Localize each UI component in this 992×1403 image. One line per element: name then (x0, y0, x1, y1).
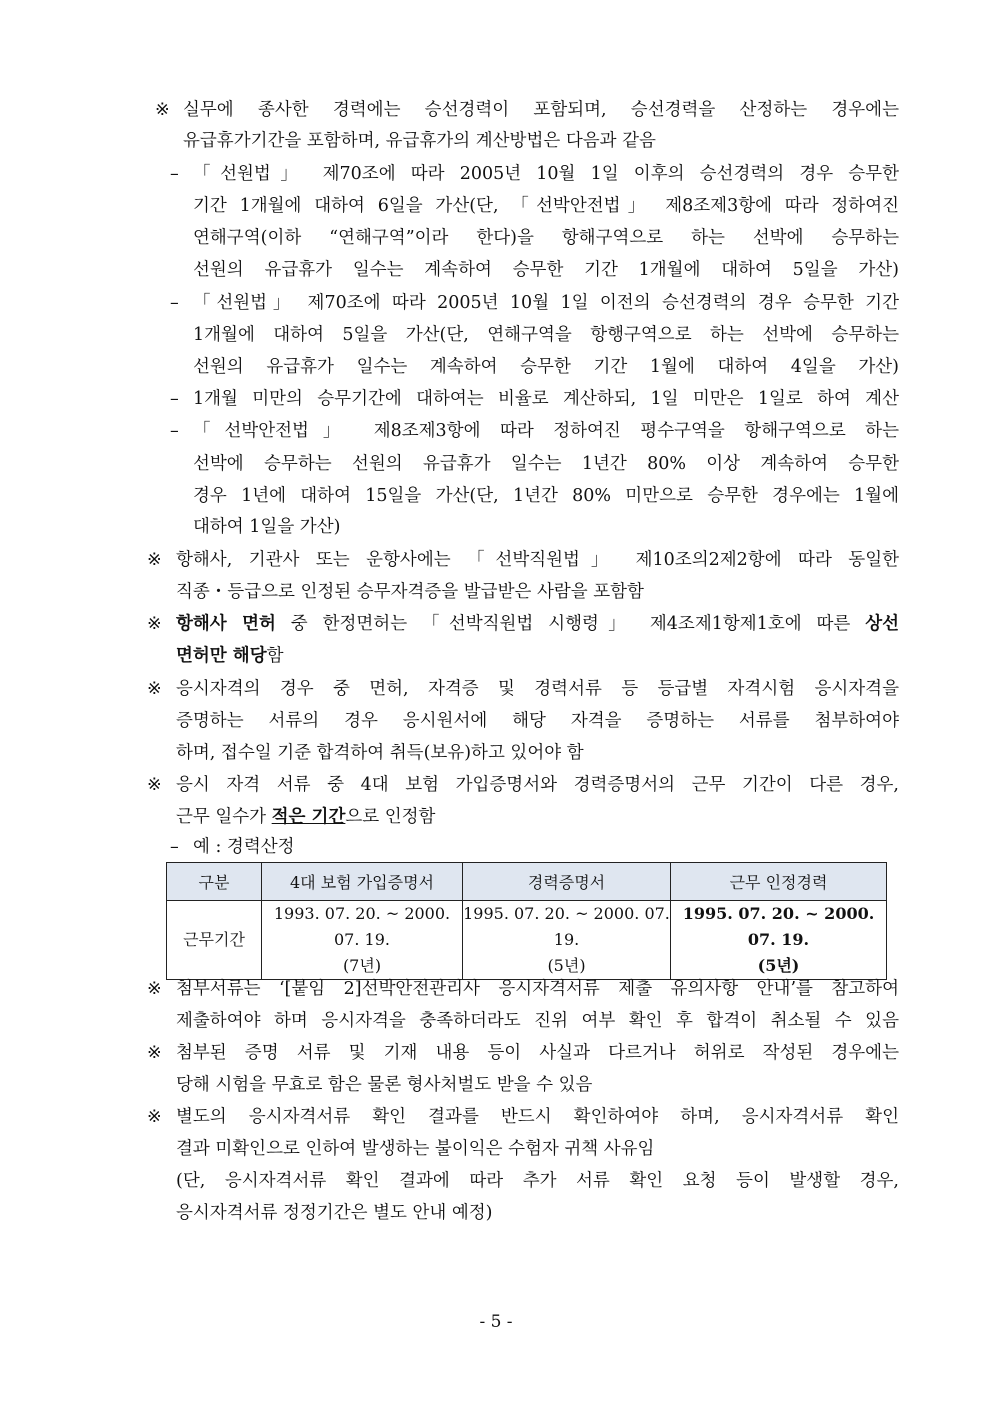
page-number: - 5 - (479, 1312, 513, 1332)
dash-4-line-4: 대하여 1일을 가산) (193, 517, 341, 537)
note-3-text: 함 (266, 646, 284, 666)
note-7-line-2: 당해 시험을 무효로 함은 물론 형사처벌도 받을 수 있음 (176, 1075, 593, 1095)
table-header: 구분 (167, 863, 262, 901)
years-text: (5년) (757, 956, 800, 975)
dash-1-line-2: 기간 1개월에 대하여 6일을 가산(단, 「선박안전법」 제8조제3항에 따라 정하여진 (193, 196, 899, 216)
note-mark: ※ (147, 679, 162, 699)
note-6-line-1: 첨부서류는 ‘[붙임 2]선박안전관리사 응시자격서류 제출 유의사항 안내’를 참고하여 (176, 979, 899, 999)
note-4-line-1: 응시자격의 경우 중 면허, 자격증 및 경력서류 등 등급별 자격시험 응시자격을 (176, 679, 899, 699)
dash-mark: – (170, 421, 179, 441)
note-2-line-2: 직종・등급으로 인정된 승무자격증을 발급받은 사람을 포함함 (176, 582, 644, 602)
dash-1-line-3: 연해구역(이하 “연해구역”이라 한다)을 항해구역으로 하는 선박에 승무하는 (193, 228, 899, 248)
note-1-line-1: 실무에 종사한 경력에는 승선경력이 포함되며, 승선경력을 산정하는 경우에는 (183, 100, 899, 120)
dash-mark: – (170, 164, 179, 184)
table-cell (671, 901, 887, 980)
dash-mark: – (170, 293, 179, 313)
note-mark: ※ (147, 1043, 162, 1063)
dash-4-line-3: 경우 1년에 대하여 15일을 가산(단, 1년간 80% 미만으로 승무한 경우에는 1월에 (193, 486, 899, 506)
table-header-row (167, 863, 887, 901)
career-calculation-table (166, 862, 887, 980)
note-mark: ※ (147, 1107, 162, 1127)
note-4-line-3: 하며, 접수일 기준 합격하여 취득(보유)하고 있어야 함 (176, 743, 584, 763)
dash-4-line-2: 선박에 승무하는 선원의 유급휴가 일수는 1년간 80% 이상 계속하여 승무한 (193, 454, 899, 474)
table-cell-label: 근무기간 (167, 901, 262, 980)
note-5-line-1: 응시 자격 서류 중 4대 보험 가입증명서와 경력증명서의 근무 기간이 다른 경우, (176, 775, 899, 795)
note-1-line-2: 유급휴가기간을 포함하며, 유급휴가의 계산방법은 다음과 같음 (183, 131, 656, 151)
note-8-line-3: (단, 응시자격서류 확인 결과에 따라 추가 서류 확인 요청 등이 발생할 경우, (176, 1171, 899, 1191)
note-8-line-4: 응시자격서류 정정기간은 별도 안내 예정) (176, 1203, 493, 1223)
note-5-text: 근무 일수가 (176, 807, 272, 827)
table-header: 경력증명서 (463, 863, 671, 901)
note-8-line-2: 결과 미확인으로 인하여 발생하는 불이익은 수험자 귀책 사유임 (176, 1139, 655, 1159)
note-mark: ※ (147, 775, 162, 795)
period-text: 1995. 07. 20. ~ 2000. 07. 19. (463, 904, 670, 949)
note-8-line-1: 별도의 응시자격서류 확인 결과를 반드시 확인하여야 하며, 응시자격서류 확인 (176, 1107, 899, 1127)
underlined-text: 적은 기간 (271, 807, 346, 827)
table-header: 근무 인정경력 (671, 863, 887, 901)
bold-text: 상선 (865, 614, 900, 634)
period-text: 1993. 07. 20. ~ 2000. 07. 19. (273, 904, 451, 949)
dash-mark: – (170, 837, 179, 857)
note-6-line-2: 제출하여야 하며 응시자격을 충족하더라도 진위 여부 확인 후 합격이 취소될 수 있음 (176, 1011, 899, 1031)
table-header: 4대 보험 가입증명서 (262, 863, 463, 901)
dash-2-line-3: 선원의 유급휴가 일수는 계속하여 승무한 기간 1월에 대하여 4일을 가산) (193, 357, 899, 377)
note-mark: ※ (155, 100, 170, 120)
bold-text: 면허만 해당 (176, 646, 267, 666)
note-2-line-1: 항해사, 기관사 또는 운항사에는 「선박직원법」 제10조의2제2항에 따라 동일한 (176, 550, 899, 570)
table-cell (262, 901, 463, 980)
note-5-line-2 (176, 805, 435, 829)
bold-text: 항해사 면허 (176, 614, 276, 634)
table-cell (463, 901, 671, 980)
example-label: 예 : 경력산정 (193, 837, 295, 857)
note-3-line-1 (176, 612, 899, 636)
note-3-line-2 (176, 644, 284, 668)
dash-2-line-1: 「선원법」 제70조에 따라 2005년 10월 1일 이전의 승선경력의 경우 승무한 기간 (193, 293, 899, 313)
period-text: 1995. 07. 20. ~ 2000. 07. 19. (682, 904, 875, 949)
dash-mark: – (170, 389, 179, 409)
years-text: (5년) (547, 956, 586, 975)
note-7-line-1: 첨부된 증명 서류 및 기재 내용 등이 사실과 다르거나 허위로 작성된 경우에는 (176, 1043, 899, 1063)
table-row (167, 901, 887, 980)
years-text: (7년) (342, 956, 382, 975)
dash-3-line-1: 1개월 미만의 승무기간에 대하여는 비율로 계산하되, 1일 미만은 1일로 하여 계산 (193, 389, 899, 409)
dash-1-line-1: 「선원법」 제70조에 따라 2005년 10월 1일 이후의 승선경력의 경우 승무한 (193, 164, 899, 184)
dash-1-line-4: 선원의 유급휴가 일수는 계속하여 승무한 기간 1개월에 대하여 5일을 가산) (193, 260, 899, 280)
note-mark: ※ (147, 550, 162, 570)
dash-4-line-1: 「선박안전법」 제8조제3항에 따라 정하여진 평수구역을 항해구역으로 하는 (193, 421, 899, 441)
dash-2-line-2: 1개월에 대하여 5일을 가산(단, 연해구역을 항행구역으로 하는 선박에 승무하는 (193, 325, 899, 345)
note-4-line-2: 증명하는 서류의 경우 응시원서에 해당 자격을 증명하는 서류를 첨부하여야 (176, 711, 899, 731)
note-mark: ※ (147, 979, 162, 999)
note-3-text: 중 한정면허는 「선박직원법 시행령」 제4조제1항제1호에 따른 (275, 614, 866, 634)
note-mark: ※ (147, 614, 162, 634)
note-5-text: 으로 인정함 (345, 807, 436, 827)
